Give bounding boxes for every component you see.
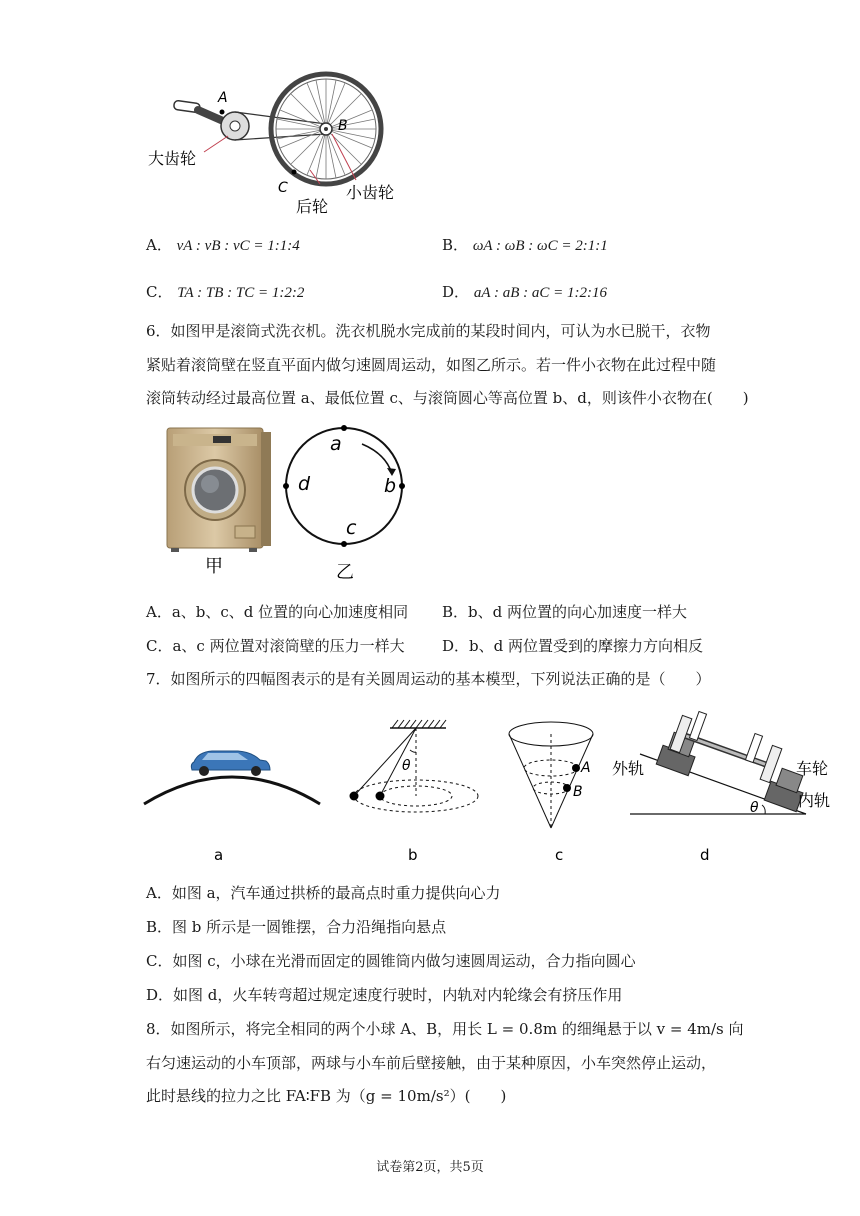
q7-option-d: D．如图 d，火车转弯超过规定速度行驶时，内轨对内轮缘会有挤压作用 [146,986,623,1004]
outer-rail-label: 外轨 [612,759,645,778]
q7-option-b: B．图 b 所示是一圆锥摆，合力沿绳指向悬点 [146,918,447,936]
theta-d: θ [750,800,759,816]
q7-stem: 7．如图所示的四幅图表示的是有关圆周运动的基本模型，下列说法正确的是（ ） [146,670,711,688]
caption-fig-d: d [700,846,710,864]
drum-circle-figure [282,424,412,582]
q5-option-c: C． TA : TB : TC = 1:2:2 [146,283,305,301]
drum-point-d: d [298,473,311,495]
q5-option-d-formula: aA : aB : aC = 1:2:16 [473,285,607,301]
caption-yi: 乙 [336,562,354,583]
q5-option-d: D． aA : aB : aC = 1:2:16 [442,283,607,301]
page-footer: 试卷第2页，共5页 [376,1160,484,1175]
q6-option-a: A．a、b、c、d 位置的向心加速度相同 [146,603,409,621]
rear-wheel-label: 后轮 [296,197,329,216]
q8-stem-line2: 右匀速运动的小车顶部，两球与小车前后壁接触，由于某种原因，小车突然停止运动， [146,1054,717,1072]
arch-bridge-figure [142,740,322,870]
drum-point-a: a [330,433,342,455]
theta-b: θ [402,758,411,774]
cone-figure [505,716,615,870]
q6-option-b: B．b、d 两位置的向心加速度一样大 [442,603,687,621]
q5-option-b-formula: ωA : ωB : ωC = 2:1:1 [472,238,608,254]
bicycle-gear-figure [148,62,400,222]
caption-fig-b: b [408,846,418,864]
point-b-label: B [338,118,348,134]
q5-option-a: A． vA : vB : vC = 1:1:4 [146,236,300,254]
q8-stem-line3: 此时悬线的拉力之比 FA∶FB 为（g = 10m/s²）( ) [146,1087,507,1105]
conical-pendulum-figure [340,716,490,870]
inner-rail-label: 内轨 [798,791,831,810]
q6-stem-line2: 紧贴着滚筒壁在竖直平面内做匀速圆周运动，如图乙所示。若一件小衣物在此过程中随 [146,356,717,374]
caption-fig-a: a [214,846,224,864]
caption-jia: 甲 [205,556,223,577]
cone-point-b: B [573,784,583,800]
point-c-label: C [278,180,288,196]
q8-stem-line1: 8．如图所示，将完全相同的两个小球 A、B，用长 L = 0.8m 的细绳悬于以 v = 4m/s 向 [146,1020,744,1038]
washing-machine-figure [165,426,275,576]
caption-fig-c: c [555,846,564,864]
q5-option-c-formula: TA : TB : TC = 1:2:2 [177,285,305,301]
small-gear-label: 小齿轮 [346,183,395,202]
q7-option-a: A．如图 a，汽车通过拱桥的最高点时重力提供向心力 [146,884,501,902]
cone-point-a: A [581,760,591,776]
q5-option-b: B． ωA : ωB : ωC = 2:1:1 [442,236,608,254]
q5-option-a-formula: vA : vB : vC = 1:1:4 [176,238,300,254]
wheel-label: 车轮 [796,759,829,778]
banked-rail-figure [610,704,850,870]
q6-stem-line1: 6．如图甲是滚筒式洗衣机。洗衣机脱水完成前的某段时间内，可认为水已脱干，衣物 [146,322,711,340]
drum-point-b: b [384,475,397,497]
q7-option-c: C．如图 c，小球在光滑而固定的圆锥筒内做匀速圆周运动，合力指向圆心 [146,952,636,970]
q6-option-c: C．a、c 两位置对滚筒壁的压力一样大 [146,637,405,655]
drum-point-c: c [346,517,357,539]
q6-option-d: D．b、d 两位置受到的摩擦力方向相反 [442,637,704,655]
big-gear-label: 大齿轮 [148,149,197,168]
point-a-label: A [218,90,228,106]
q6-stem-line3: 滚筒转动经过最高位置 a、最低位置 c、与滚筒圆心等高位置 b、d，则该件小衣物在( ) [146,389,749,407]
